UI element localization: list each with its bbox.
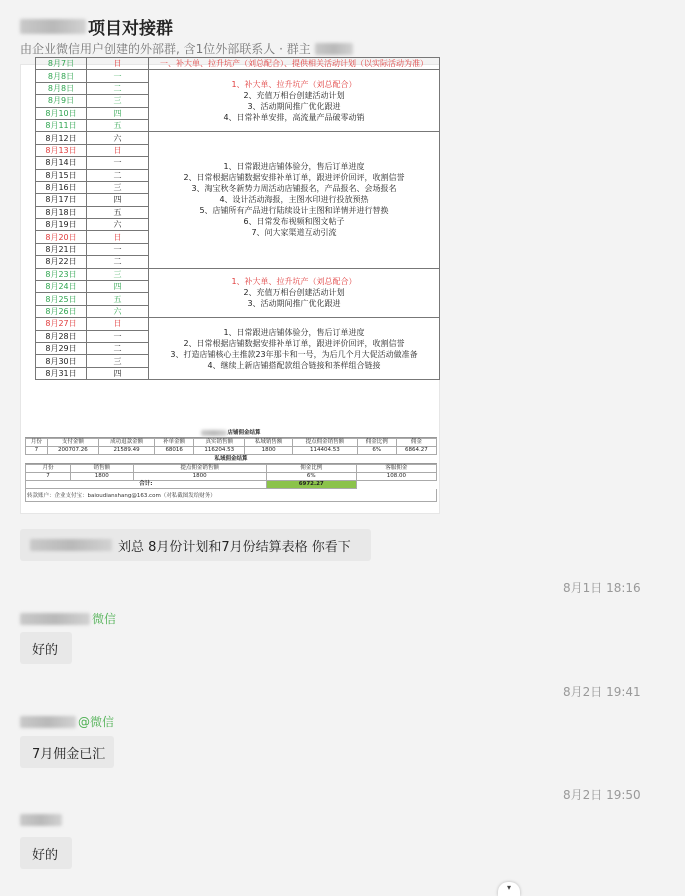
plan-date: 8月9日 [36, 95, 87, 107]
settlement-header-cell: 私域销售额 [245, 439, 293, 447]
chat-header [0, 0, 685, 64]
plan-weekday: 日 [87, 144, 149, 156]
plan-date: 8月26日 [36, 305, 87, 317]
redacted-mention [30, 539, 112, 551]
plan-weekday: 一 [87, 330, 149, 342]
settlement-table [25, 429, 437, 502]
plan-weekday: 三 [87, 181, 149, 193]
plan-weekday: 三 [87, 268, 149, 280]
plan-weekday: 一 [87, 70, 149, 82]
plan-weekday: 二 [87, 256, 149, 268]
redacted-owner [315, 43, 353, 55]
plan-row [36, 58, 440, 70]
plan-weekday: 六 [87, 132, 149, 144]
plan-date: 8月10日 [36, 107, 87, 119]
task-line: 1、补大单、拉升坑产（刘总配合） [231, 277, 357, 287]
plan-weekday: 二 [87, 82, 149, 94]
task-line: 2、充值万相台创建活动计划 [243, 288, 345, 298]
settlement-header-cell: 提点佣金销售额 [292, 439, 357, 447]
group-title[interactable] [20, 14, 173, 39]
message-text-2: 好的 [32, 642, 59, 658]
settlement-header-cell: 补单金额 [155, 439, 194, 447]
settlement-header-cell: 月份 [26, 439, 48, 447]
task-line: 1、日常跟进店铺体验分，售后订单进度 [223, 327, 365, 337]
settlement-header-cell: 月份 [26, 465, 71, 473]
plan-date: 8月17日 [36, 194, 87, 206]
total-value: 6972.27 [266, 481, 356, 489]
settlement-title-1 [25, 429, 437, 438]
plan-date: 8月22日 [36, 256, 87, 268]
plan-weekday: 日 [87, 58, 149, 70]
settlement-cell: 116204.53 [194, 447, 245, 455]
settlement-title-1-text: 店铺佣金结算 [227, 430, 261, 436]
sender-name-3[interactable] [20, 814, 62, 826]
payment-note: 转款账户：企业支付宝：baioudianshang@163.com（对私截图发给财务） [25, 489, 437, 502]
plan-date: 8月8日 [36, 82, 87, 94]
settlement-header-cell: 佣金比例 [266, 465, 356, 473]
group-subtitle [20, 40, 353, 57]
settlement-grid-1 [25, 438, 437, 455]
settlement-header-cell: 提点佣金销售额 [133, 465, 266, 473]
shared-image-plan-and-settlement[interactable] [20, 59, 440, 514]
plan-date: 8月30日 [36, 355, 87, 367]
plan-date: 8月14日 [36, 157, 87, 169]
task-line: 1、补大单、拉升坑产（刘总配合） [231, 79, 357, 89]
timestamp-1: 8月1日 18:16 [563, 581, 641, 595]
task-line: 2、日常根据店铺数据安排补单订单，跟进评价回评，收割信誉 [183, 173, 405, 183]
settlement-header-cell: 真实销售额 [194, 439, 245, 447]
settlement-header-cell: 成功退款金额 [98, 439, 154, 447]
plan-date: 8月7日 [36, 58, 87, 70]
task-line: 3、打造店铺核心主推款23年那卡和一号，为后几个月大促活动做准备 [170, 349, 418, 359]
message-bubble-3[interactable] [20, 736, 114, 768]
task-line: 2、充值万相台创建活动计划 [243, 90, 345, 100]
task-line: 3、活动期间推广优化跟进 [247, 299, 341, 309]
sender-suffix-2: @微信 [78, 715, 115, 729]
plan-date: 8月12日 [36, 132, 87, 144]
settlement-cell: 6864.27 [396, 447, 436, 455]
settlement-header-cell: 销售额 [70, 465, 133, 473]
plan-weekday: 四 [87, 194, 149, 206]
settlement-cell: 1800 [70, 473, 133, 481]
plan-task-block [149, 132, 440, 268]
task-line: 3、淘宝秋冬新势力周活动店铺报名，产品报名、会场报名 [191, 184, 397, 194]
settlement-cell: 7 [26, 473, 71, 481]
settlement-cell: 114404.53 [292, 447, 357, 455]
plan-weekday: 五 [87, 206, 149, 218]
plan-date: 8月23日 [36, 268, 87, 280]
plan-weekday: 一 [87, 243, 149, 255]
plan-row [36, 70, 440, 82]
plan-date: 8月28日 [36, 330, 87, 342]
plan-date: 8月18日 [36, 206, 87, 218]
plan-date: 8月31日 [36, 367, 87, 379]
message-bubble-2[interactable] [20, 632, 72, 664]
plan-date: 8月20日 [36, 231, 87, 243]
message-bubble-1[interactable] [20, 529, 371, 561]
settlement-grid-2 [25, 464, 437, 489]
group-title-text: 项目对接群 [88, 19, 173, 39]
plan-task-block [149, 318, 440, 380]
redacted-shop [201, 430, 227, 436]
settlement-cell: 200707.26 [47, 447, 98, 455]
total-label: 合计: [26, 481, 267, 489]
plan-row [36, 132, 440, 144]
task-line: 7、问大家渠道互动引流 [251, 228, 337, 238]
plan-date: 8月15日 [36, 169, 87, 181]
group-subtitle-text: 由企业微信用户创建的外部群, 含1位外部联系人 · 群主 [20, 42, 311, 56]
plan-date: 8月8日 [36, 70, 87, 82]
settlement-header-cell: 客服佣金 [356, 465, 436, 473]
settlement-header-cell: 佣金比例 [357, 439, 396, 447]
plan-task-block [149, 58, 440, 70]
plan-weekday: 六 [87, 305, 149, 317]
task-line: 2、日常根据店铺数据安排补单订单，跟进评价回评，收割信誉 [183, 338, 405, 348]
plan-date: 8月13日 [36, 144, 87, 156]
message-text-4: 好的 [32, 847, 59, 863]
sender-name-2[interactable] [20, 713, 114, 730]
message-text-3: 7月佣金已汇 [32, 746, 106, 762]
plan-weekday: 五 [87, 293, 149, 305]
redacted-name [20, 19, 86, 34]
plan-date: 8月27日 [36, 318, 87, 330]
plan-weekday: 六 [87, 219, 149, 231]
plan-date: 8月25日 [36, 293, 87, 305]
plan-weekday: 三 [87, 355, 149, 367]
plan-weekday: 四 [87, 281, 149, 293]
sender-suffix-1: 微信 [92, 612, 117, 626]
plan-weekday: 四 [87, 107, 149, 119]
task-line: 4、日常补单安排，高流量产品破零动销 [223, 112, 365, 122]
settlement-cell: 68016 [155, 447, 194, 455]
task-line: 4、设计活动海报，主图水印进行投放预热 [219, 195, 369, 205]
sender-name-1[interactable] [20, 610, 116, 627]
timestamp-2: 8月2日 19:41 [563, 685, 641, 699]
settlement-cell: 1800 [133, 473, 266, 481]
scroll-down-icon[interactable]: ▾ [498, 882, 520, 896]
settlement-cell: 108.00 [356, 473, 436, 481]
plan-date: 8月19日 [36, 219, 87, 231]
message-text-1: 刘总 8月份计划和7月份结算表格 你看下 [118, 539, 351, 555]
settlement-cell: 6% [357, 447, 396, 455]
plan-weekday: 五 [87, 119, 149, 131]
plan-row [36, 318, 440, 330]
plan-date: 8月29日 [36, 342, 87, 354]
task-line: 一、补大单、拉升坑产（刘总配合）、提供相关活动计划（以实际活动为准） [160, 59, 428, 69]
plan-date: 8月16日 [36, 181, 87, 193]
plan-task-block [149, 268, 440, 318]
redacted-sender-2 [20, 716, 76, 728]
task-line: 5、店铺所有产品进行陆续设计主图和详情并进行替换 [199, 206, 389, 216]
message-bubble-4[interactable] [20, 837, 72, 869]
plan-table [35, 57, 440, 380]
plan-weekday: 日 [87, 231, 149, 243]
timestamp-3: 8月2日 19:50 [563, 788, 641, 802]
settlement-cell: 7 [26, 447, 48, 455]
plan-row [36, 268, 440, 280]
settlement-title-2: 私域佣金结算 [25, 455, 437, 464]
plan-task-block [149, 70, 440, 132]
plan-date: 8月21日 [36, 243, 87, 255]
plan-weekday: 三 [87, 95, 149, 107]
settlement-cell: 21589.49 [98, 447, 154, 455]
redacted-sender-1 [20, 613, 90, 625]
plan-weekday: 二 [87, 169, 149, 181]
plan-date: 8月11日 [36, 119, 87, 131]
settlement-header-cell: 佣金 [396, 439, 436, 447]
redacted-sender-3 [20, 814, 62, 826]
plan-weekday: 四 [87, 367, 149, 379]
settlement-header-cell: 支付金额 [47, 439, 98, 447]
plan-date: 8月24日 [36, 281, 87, 293]
task-line: 1、日常跟进店铺体验分，售后订单进度 [223, 162, 365, 172]
settlement-cell: 6% [266, 473, 356, 481]
settlement-cell: 1800 [245, 447, 293, 455]
task-line: 3、活动期间推广优化跟进 [247, 101, 341, 111]
plan-weekday: 日 [87, 318, 149, 330]
plan-weekday: 一 [87, 157, 149, 169]
task-line: 6、日常发布视频和图文帖子 [243, 217, 345, 227]
plan-weekday: 二 [87, 342, 149, 354]
task-line: 4、继续上新店铺搭配款组合链接和茶样组合链接 [207, 360, 381, 370]
